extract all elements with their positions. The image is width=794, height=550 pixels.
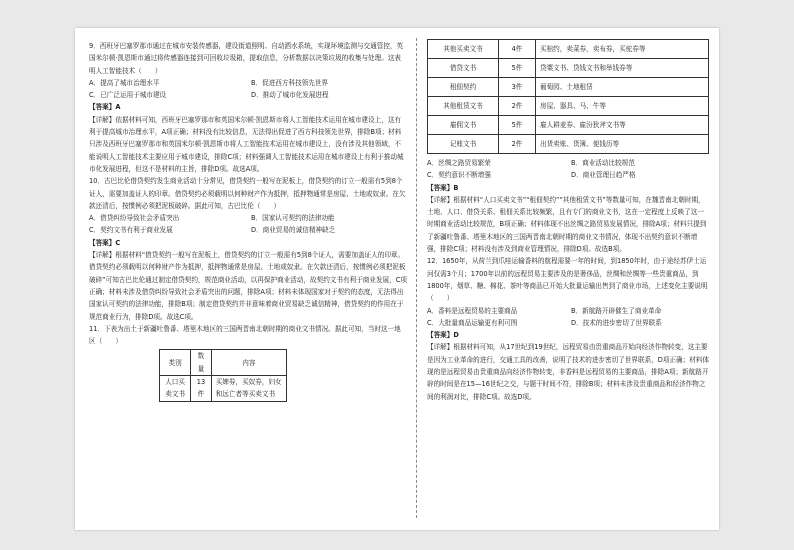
table-cell: 借贷文书	[428, 59, 499, 78]
table-cell: 3件	[499, 78, 536, 97]
question-11-table	[159, 349, 287, 401]
table-cell: 出货卖账、货簿、便钱历等	[536, 135, 709, 154]
option-a: A．提高了城市治理水平	[89, 78, 160, 87]
question-10-analysis: 【详解】根据材料“借贷契约一般写在泥板上，借贷契约的订立一般需有5到8个证人，需要加盖证人的印章。借贷契约必须载明以何种财产作为抵押，抵押物通常是房屋、土地或奴隶。在欠款还清后，按惯例必须把泥板破碎”可知古巴比伦通过制定借贷契约，规范商业活动，以再保护商业活动，故契约文书有利于商业发展，C项正确；材料未涉及借贷纠纷导致社会矛盾突出的问题，排除A项；材料未体现国家对于契约的态度，无法得出国家认可契约的法律功能，排除B项；制定借贷契约并非意味着商业贸易缺乏诚信精神，借贷契约的作用在于规范商业行为，排除D项。故选C项。	[89, 251, 407, 321]
option-a: A．丝绸之路贸易繁荣	[427, 159, 491, 167]
table-header-row	[160, 350, 287, 376]
option-d: D．推动了城市化发展进程	[251, 91, 329, 100]
table-cell: 4件	[499, 40, 536, 59]
table-cell: 其他买卖文书	[428, 40, 499, 59]
table-cell: 记账文书	[428, 135, 499, 154]
question-11-analysis: 【详解】根据材料“人口买卖文书”“租佃契约”“其他租赁文书”等数量可知，在魏晋南北朝时期，土地、人口、借贷关系、租佃关系比较频繁，且有专门的商业文书，这在一定程度上反映了这一时期商业活动比较规范，B项正确；材料体现不出丝绸之路贸易发展情况，排除A项；材料只提到了新疆吐鲁番、塔里木地区的三国两晋南北朝时期的商业文书情况，体现不出契约意识不断增强，排除C项；材料没有涉及到商业管理情况，排除D项。故选B项。	[427, 195, 707, 254]
table-cell: 葡萄园、土地租赁	[536, 78, 709, 97]
question-12-options	[427, 305, 709, 330]
question-9-answer: 【答案】A	[89, 103, 121, 112]
option-b: B．国家认可契约的法律功能	[251, 214, 335, 223]
table-cell: 租佃契约	[428, 78, 499, 97]
question-11-answer: 【答案】B	[427, 183, 459, 192]
table-row	[428, 78, 709, 97]
option-d: D．商业管理日趋严格	[571, 171, 636, 180]
table-cell: 5件	[499, 59, 536, 78]
option-b: B．新航路开辟催生了商业革命	[571, 306, 662, 315]
question-10-stem: 10．古巴比伦借贷契约发生商业活动十分常见，借贷契约一般写在泥板上，借贷契约的订立一般需有5到8个证人，需要加盖证人的印章。借贷契约必须载明以何种财产作为抵押，抵押物通常是房屋、土地或奴隶。在欠款还清后，按惯例必须把泥板破碎。据此可知，古巴比伦（ ）	[89, 177, 406, 210]
option-b: B．促进西方科技领先世界	[251, 78, 329, 87]
table-row	[428, 135, 709, 154]
table-cell: 2件	[499, 135, 536, 154]
table-cell: 贷粟文书、贷钱文书和举钱券等	[536, 59, 709, 78]
table-cell: 2件	[499, 97, 536, 116]
left-column	[89, 40, 407, 402]
option-d: D．技术的进步密切了世界联系	[571, 318, 662, 327]
table-cell: 其他租赁文书	[428, 97, 499, 116]
option-a: A．香料是远程贸易的主要商品	[427, 306, 518, 315]
option-c: C．大批量商品运输更有利可图	[427, 318, 518, 327]
option-d: D．商业贸易的诚信精神缺乏	[251, 226, 336, 235]
table-header-cell: 数量	[191, 350, 212, 376]
table-row	[428, 116, 709, 135]
table-cell: 雇人耕麦券、雇汾狄斧文书等	[536, 116, 709, 135]
table-cell: 房屋、器具、马、牛等	[536, 97, 709, 116]
question-9-options	[89, 77, 407, 102]
table-row	[428, 59, 709, 78]
option-c: C．契约文书有利于商业发展	[89, 226, 173, 235]
option-b: B．商业活动比较规范	[571, 159, 635, 167]
table-row	[428, 97, 709, 116]
question-11-table-continued	[427, 39, 709, 154]
question-12-stem: 12．1650年，从荷兰到爪哇运输香料的航程需要一年的时间，到1850年时，由于途经苏伊士运河仅需3个月；1700年以前的远程贸易主要涉及的是奢侈品，丝绸和丝绸等一些贵重商品，到1800年，烟草、糖、棉花、茶叶等商品已开始大批量运输出售到了商业市场，上述变化主要说明（ ）	[427, 257, 708, 303]
option-c: C．已广泛运用于城市建设	[89, 91, 167, 100]
question-12-answer: 【答案】D	[427, 331, 459, 340]
column-divider	[416, 38, 417, 518]
table-cell: 13件	[191, 376, 212, 402]
question-11-stem: 11．下表为出土于新疆吐鲁番、塔里木地区的三国两晋南北朝时期的商业文书情况。据此可知，当时这一地区（ ）	[89, 324, 401, 346]
question-9-analysis: 【详解】依据材料可知，西班牙巴塞罗那市和英国米尔顿·凯恩斯市将人工智能技术运用在城市建设上，这有利于提高城市治理水平，A项正确；材料没有比较信息，无法得出促进了西方科技领先世界，排除B项；材料只涉及西班牙巴塞罗那市和英国米尔顿·凯恩斯市将人工智能技术运用在城市建设上，没有涉及其他领域，不能说明人工智能技术主要应用于城市建设，排除C项；材料强调人工智能技术运用在城市建设上有利于推动城市化发展进程，但这不是材料的主旨，排除D项。故选A项。	[89, 115, 404, 173]
question-10-answer: 【答案】C	[89, 238, 121, 247]
question-9-stem: 9．西班牙巴塞罗那市通过在城市安装传感器，建设街道照明、自动洒水系统，实现环境监测与交通管控，英国米尔顿·凯恩斯市通过将传感器连接到可回收垃圾箱，提取信息，分析数据以决策垃圾的收集与处理。这表明人工智能技术（ ）	[89, 42, 404, 75]
table-header-cell: 类别	[160, 350, 191, 376]
question-12-analysis: 【详解】根据材料可知，从17世纪到19世纪，远程贸易由贵重商品开始向经济作物转变，这主要是因为工业革命的进行，交通工具的改善，说明了技术的进步密切了世界联系，D项正确；材料体现的是远程贸易由贵重商品向经济作物转变，非香料是远程贸易的主要商品，排除A项；新航路开辟的时间是在15—16世纪之交，与题干时间不符，排除B项；材料未涉及贵重商品和经济作物之间的利润对比，排除C项。故选D项。	[427, 343, 710, 401]
question-10-options	[89, 212, 407, 237]
table-header-cell: 内容	[211, 350, 286, 376]
question-11-options	[427, 157, 709, 182]
table-cell: 买棺约，卖菜券，卖布券，买驼券等	[536, 40, 709, 59]
table-cell: 人口买卖文书	[160, 376, 191, 402]
table-row	[428, 40, 709, 59]
table-cell: 雇佣文书	[428, 116, 499, 135]
table-cell: 5件	[499, 116, 536, 135]
document-page	[75, 28, 719, 530]
table-row	[160, 376, 287, 402]
option-a: A．借贷纠纷导致社会矛盾突出	[89, 214, 180, 223]
option-c: C．契约意识不断增强	[427, 171, 491, 180]
table-cell: 买婢券，买奴券，妇女和远亡者等买卖文书	[211, 376, 286, 402]
right-column	[427, 39, 709, 403]
